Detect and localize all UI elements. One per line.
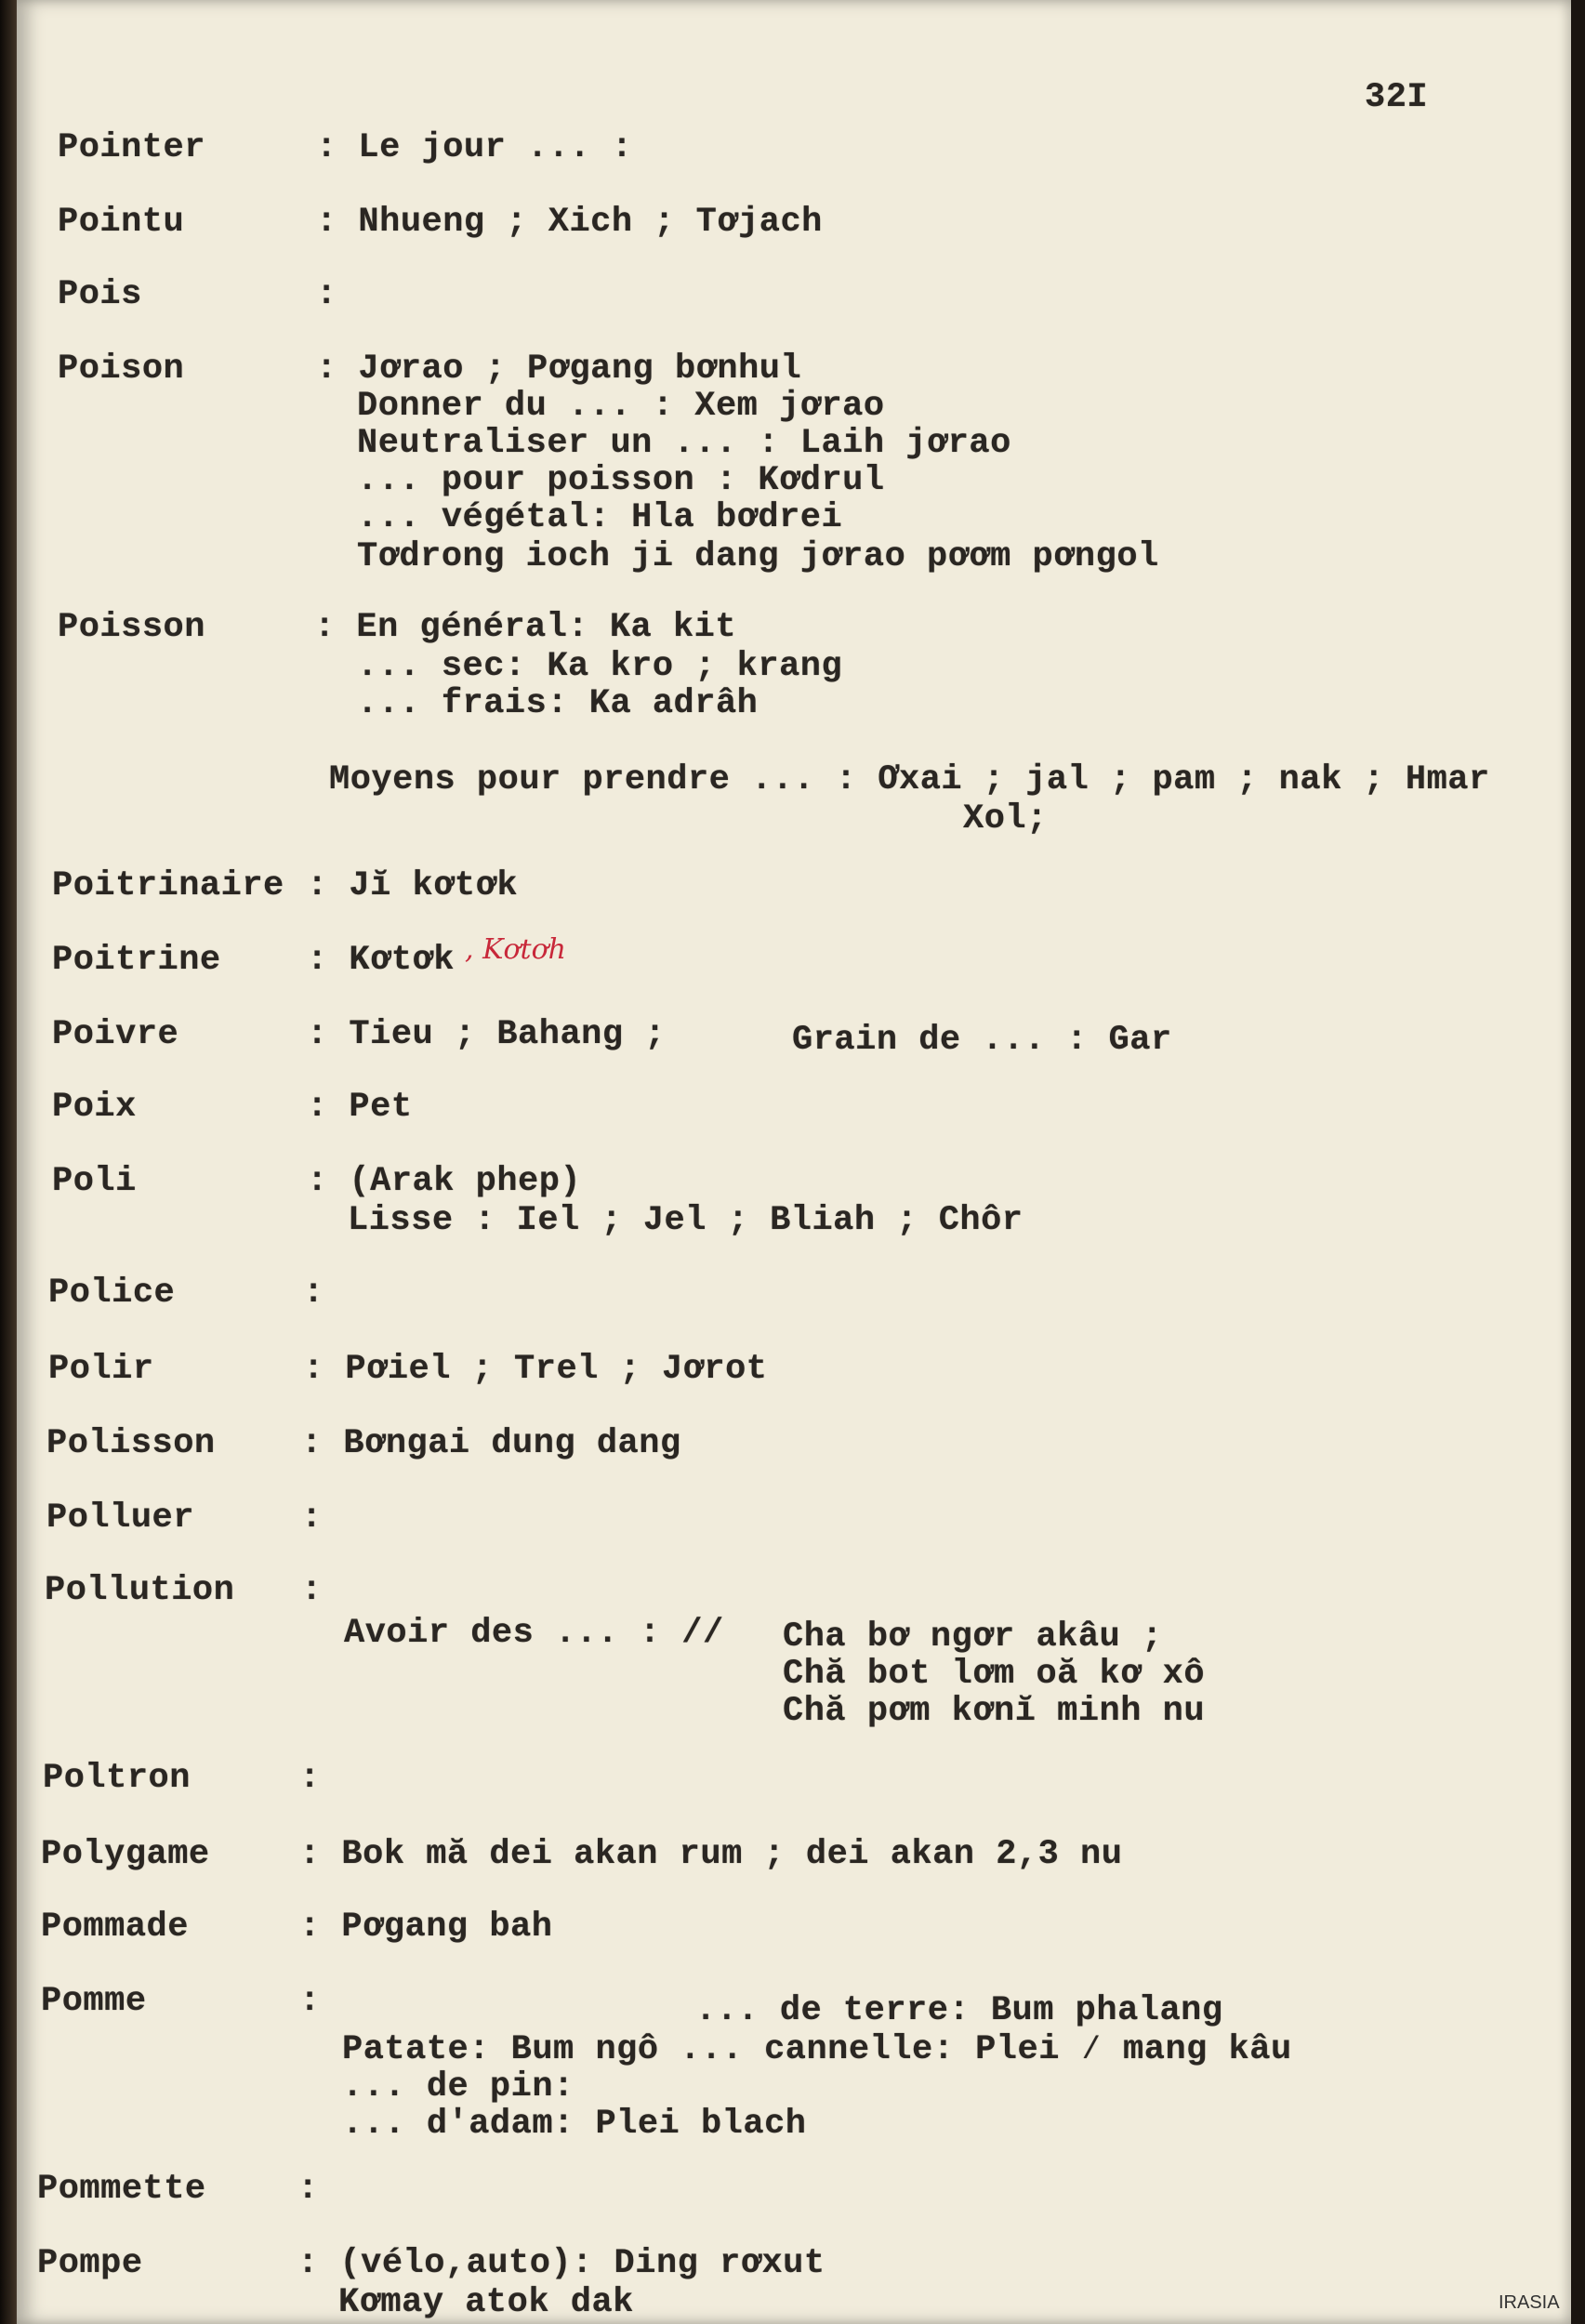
- entry-line: Chă pơm kơnĭ minh nu: [783, 1692, 1206, 1731]
- watermark: IRASIA: [1499, 2292, 1560, 2313]
- entry-line: Poitrinaire: [52, 866, 284, 905]
- entry-line: : Tieu ; Bahang ;: [307, 1015, 666, 1054]
- entry-line: ... sec: Ka kro ; krang: [357, 647, 843, 686]
- entry-line: Neutraliser un ... : Laih jơrao: [357, 424, 1011, 463]
- entry-line: Poivre: [52, 1015, 179, 1054]
- entry-line: Tơdrong ioch ji dang jơrao pơơm pơngol: [357, 537, 1159, 576]
- entry-line: Lisse : Iel ; Jel ; Bliah ; Chôr: [348, 1201, 1024, 1240]
- entry-line: Poli: [52, 1162, 137, 1201]
- entry-line: :: [301, 1571, 323, 1610]
- entry-line: Xol;: [963, 799, 1048, 838]
- entry-line: Poitrine: [52, 941, 221, 980]
- entry-line: Chă bot lơm oă kơ xô: [783, 1655, 1206, 1694]
- entry-line: : Kơtơk: [307, 941, 455, 980]
- entry-line: Poltron: [43, 1759, 191, 1798]
- entry-line: Polluer: [46, 1499, 194, 1538]
- entry-line: : (Arak phep): [307, 1162, 582, 1201]
- entry-line: Cha bơ ngơr akâu ;: [783, 1618, 1163, 1657]
- entry-line: Polir: [48, 1350, 154, 1389]
- entry-line: Patate: Bum ngô ... cannelle: Plei ⁄ mang kâu: [342, 2030, 1292, 2069]
- entry-line: : Pet: [307, 1088, 413, 1127]
- dictionary-sheet: [17, 0, 1571, 2324]
- entry-line: Pommette: [37, 2170, 206, 2209]
- entry-line: Pois: [58, 275, 142, 314]
- entry-line: Pompe: [37, 2244, 143, 2283]
- entry-line: Polygame: [41, 1835, 210, 1874]
- entry-line: Pointu: [58, 203, 185, 242]
- page-number: 32I: [1365, 78, 1429, 117]
- entry-line: Poisson: [58, 608, 205, 647]
- entry-line: Pollution: [45, 1571, 235, 1610]
- entry-line: ... de terre: Bum phalang: [695, 1991, 1223, 2030]
- entry-line: Moyens pour prendre ... : Ơxai ; jal ; pam ; nak ; Hmar: [329, 760, 1490, 799]
- entry-line: Kơmay atok dak: [338, 2283, 634, 2322]
- entry-line: :: [297, 2170, 319, 2209]
- entry-line: :: [303, 1274, 324, 1313]
- entry-line: ... végétal: Hla bơdrei: [357, 498, 843, 537]
- entry-line: :: [316, 275, 337, 314]
- handwritten-annotation: , Kơtơh: [465, 933, 566, 966]
- entry-line: : Bok mă dei akan rum ; dei akan 2,3 nu: [299, 1835, 1123, 1874]
- entry-line: ... frais: Ka adrâh: [357, 684, 759, 723]
- entry-line: : Jơrao ; Pơgang bơnhul: [316, 350, 802, 389]
- entry-line: : Pơiel ; Trel ; Jơrot: [303, 1350, 768, 1389]
- entry-line: : Bơngai dung dang: [301, 1424, 681, 1463]
- entry-line: : En général: Ka kit: [314, 608, 737, 647]
- entry-line: Poison: [58, 350, 185, 389]
- entry-line: Donner du ... : Xem jơrao: [357, 387, 885, 426]
- entry-line: : Nhueng ; Xich ; Tơjach: [316, 203, 823, 242]
- entry-line: Pommade: [41, 1908, 189, 1947]
- entry-line: Pomme: [41, 1982, 147, 2021]
- entry-line: : (vélo,auto): Ding rơxut: [297, 2244, 826, 2283]
- entry-line: ... d'adam: Plei blach: [342, 2105, 807, 2144]
- entry-line: Pointer: [58, 128, 205, 167]
- entry-line: Police: [48, 1274, 176, 1313]
- entry-line: Grain de ... : Gar: [792, 1021, 1172, 1060]
- entry-line: : Jĭ kơtơk: [307, 866, 519, 905]
- entry-line: Avoir des ... : //: [344, 1614, 724, 1653]
- entry-line: Poix: [52, 1088, 137, 1127]
- entry-line: :: [299, 1759, 321, 1798]
- entry-line: : Pơgang bah: [299, 1908, 553, 1947]
- entry-line: : Le jour ... :: [316, 128, 633, 167]
- entry-line: ... de pin:: [342, 2067, 575, 2106]
- entry-line: :: [301, 1499, 323, 1538]
- entry-line: :: [299, 1982, 321, 2021]
- entry-line: ... pour poisson : Kơdrul: [357, 461, 885, 500]
- entry-line: Polisson: [46, 1424, 216, 1463]
